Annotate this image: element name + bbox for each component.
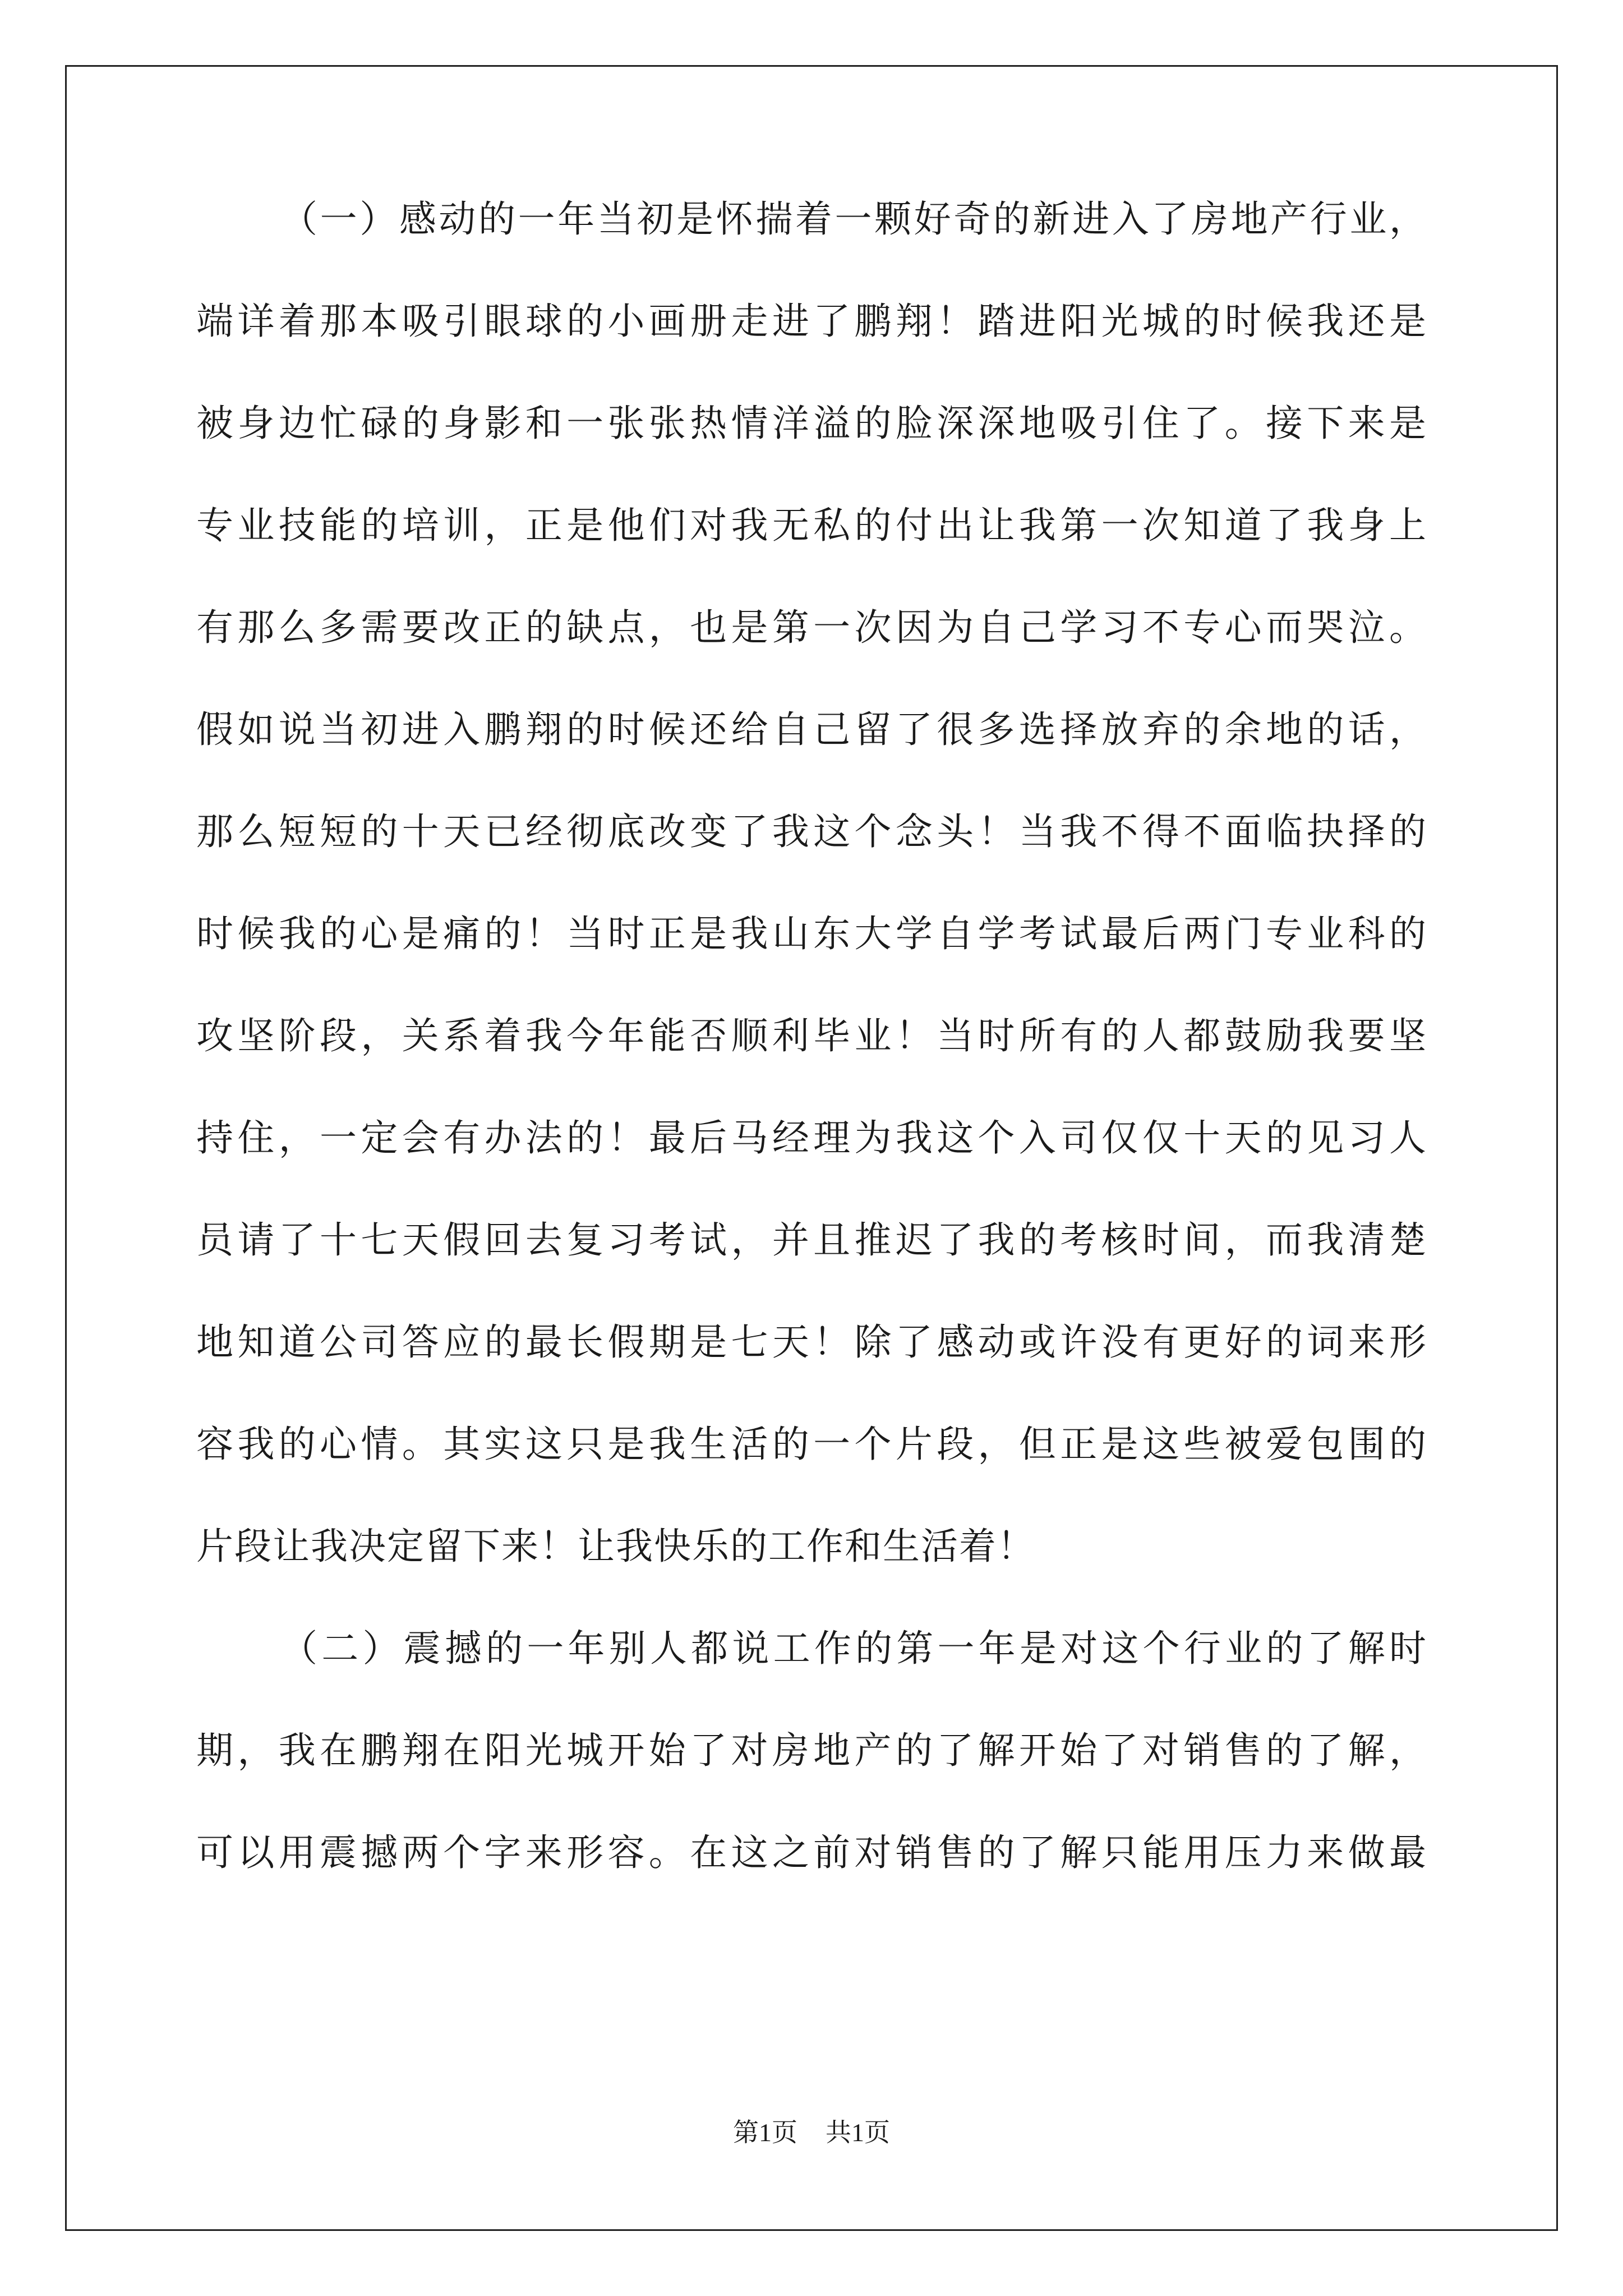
paragraph-1-line-6: 假如说当初进入鹏翔的时候还给自己留了很多选择放弃的余地的话， (196, 708, 1427, 751)
paragraph-2-line-2: 期，我在鹏翔在阳光城开始了对房地产的了解开始了对销售的了解， (196, 1729, 1427, 1772)
paragraph-1-line-7: 那么短短的十天已经彻底改变了我这个念头！当我不得不面临抉择的 (196, 810, 1427, 853)
paragraph-1-line-10: 持住，一定会有办法的！最后马经理为我这个入司仅仅十天的见习人 (196, 1116, 1427, 1159)
paragraph-1-line-9: 攻坚阶段，关系着我今年能否顺利毕业！当时所有的人都鼓励我要坚 (196, 1014, 1427, 1057)
paragraph-1-line-3: 被身边忙碌的身影和一张张热情洋溢的脸深深地吸引住了。接下来是 (196, 402, 1427, 445)
paragraph-1-line-12: 地知道公司答应的最长假期是七天！除了感动或许没有更好的词来形 (196, 1320, 1427, 1364)
paragraph-1-line-14: 片段让我决定留下来！让我快乐的工作和生活着！ (196, 1525, 1035, 1568)
paragraph-1-line-5: 有那么多需要改正的缺点，也是第一次因为自己学习不专心而哭泣。 (196, 606, 1427, 649)
paragraph-1-line-11: 员请了十七天假回去复习考试，并且推迟了我的考核时间，而我清楚 (196, 1218, 1427, 1262)
paragraph-2-line-1: （二）震撼的一年别人都说工作的第一年是对这个行业的了解时 (280, 1627, 1427, 1670)
paragraph-1-line-2: 端详着那本吸引眼球的小画册走进了鹏翔！踏进阳光城的时候我还是 (196, 300, 1427, 343)
page-number-current: 第1页 (733, 2118, 797, 2147)
paragraph-1-line-8: 时候我的心是痛的！当时正是我山东大学自学考试最后两门专业科的 (196, 912, 1427, 955)
document-body (196, 168, 1427, 1904)
paragraph-1-line-4: 专业技能的培训，正是他们对我无私的付出让我第一次知道了我身上 (196, 504, 1427, 547)
paragraph-1-line-1: （一）感动的一年当初是怀揣着一颗好奇的新进入了房地产行业， (280, 197, 1427, 241)
paragraph-1-line-13: 容我的心情。其实这只是我生活的一个片段，但正是这些被爱包围的 (196, 1423, 1427, 1466)
page-number-total: 共1页 (826, 2118, 890, 2147)
paragraph-2-line-3: 可以用震撼两个字来形容。在这之前对销售的了解只能用压力来做最 (196, 1831, 1427, 1874)
page-footer (0, 2116, 1623, 2150)
